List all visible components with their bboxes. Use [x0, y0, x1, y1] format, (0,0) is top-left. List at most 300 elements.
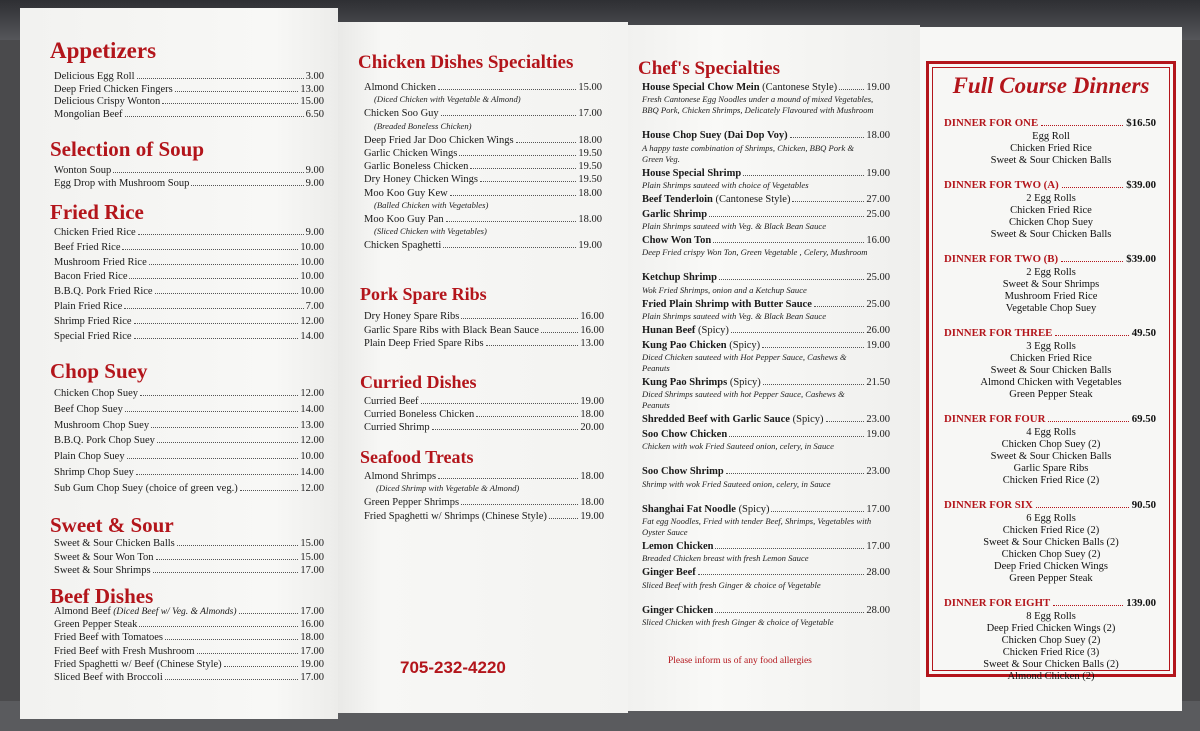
leader-dots	[762, 347, 864, 348]
item-name-text: Almond Beef	[54, 606, 111, 617]
section-heading: Chef's Specialties	[638, 58, 780, 79]
item-name	[642, 567, 696, 578]
leader-dots	[719, 279, 864, 280]
leader-dots	[157, 442, 298, 443]
dinner-item: Deep Fried Chicken Wings (2)	[986, 623, 1116, 634]
item-name	[364, 396, 419, 407]
item-price: 12.00	[300, 482, 324, 494]
menu-panel-3	[628, 25, 920, 711]
item-price: 6.50	[305, 108, 324, 120]
section-heading: Curried Dishes	[360, 372, 477, 392]
item-price: 14.00	[300, 467, 324, 478]
dinner-heading	[944, 179, 1156, 191]
section-heading: Pork Spare Ribs	[360, 284, 487, 304]
leader-dots	[156, 559, 299, 560]
item-name	[364, 311, 459, 322]
dinner-item: Deep Fried Chicken Wings	[994, 561, 1108, 572]
menu-item	[642, 414, 890, 425]
item-name-text: Delicious Egg Roll	[54, 71, 135, 82]
menu-item	[54, 84, 324, 95]
leader-dots	[177, 545, 299, 546]
menu-item	[364, 311, 604, 322]
menu-item	[642, 541, 890, 552]
section-heading: Beef Dishes	[50, 584, 154, 608]
menu-item	[54, 467, 324, 478]
item-price: 17.00	[300, 565, 324, 576]
leader-dots	[151, 427, 298, 428]
dinner-heading	[944, 413, 1156, 425]
item-name-text: Fried Spaghetti w/ Shrimps (Chinese Style)	[364, 510, 547, 522]
menu-item	[54, 435, 324, 446]
item-price: 15.00	[578, 82, 602, 93]
item-price: 19.00	[866, 167, 890, 179]
item-name-text: Deep Fried Chicken Fingers	[54, 83, 173, 95]
leader-dots	[139, 626, 298, 627]
item-name	[54, 467, 134, 478]
leader-dots	[137, 78, 304, 79]
dinner-item: Chicken Chop Suey (2)	[1001, 635, 1101, 646]
item-name	[642, 466, 724, 477]
menu-item	[642, 299, 890, 310]
menu-item	[364, 240, 602, 251]
item-name-bold: Ginger Chicken	[642, 604, 714, 616]
dinner-item: Chicken Fried Rice (3)	[1002, 647, 1100, 658]
item-name	[642, 605, 713, 616]
leader-dots	[134, 323, 299, 324]
dinner-name: DINNER FOR EIGHT	[944, 597, 1051, 609]
item-price: 18.00	[300, 632, 324, 644]
leader-dots	[129, 278, 298, 279]
menu-item	[642, 377, 890, 388]
item-name	[54, 165, 111, 176]
item-price: 18.00	[580, 497, 604, 509]
item-name	[364, 161, 468, 172]
dinner-price: 139.00	[1126, 597, 1156, 609]
item-name	[364, 409, 474, 420]
item-name	[642, 209, 707, 220]
dinner-item: Chicken Chop Suey (2)	[1001, 439, 1101, 450]
menu-item	[364, 82, 602, 93]
leader-dots	[713, 242, 864, 243]
item-style: (Spicy)	[789, 414, 824, 426]
item-name-bold: House Special Chow Mein	[642, 82, 760, 93]
dinner-item: Sweet & Sour Shrimps	[1002, 279, 1100, 290]
item-description: (Breaded Boneless Chicken)	[374, 120, 472, 131]
item-price: 12.00	[300, 435, 324, 447]
menu-item	[54, 71, 324, 82]
item-name-bold: Soo Chow Shrimp	[642, 466, 724, 478]
item-name-bold: Kung Pao Chicken	[642, 339, 727, 351]
leader-dots	[153, 572, 299, 573]
item-name	[54, 435, 155, 446]
leader-dots	[124, 308, 303, 309]
dinner-name: DINNER FOR TWO (B)	[944, 253, 1059, 265]
item-name-text: Egg Drop with Mushroom Soup	[54, 178, 190, 189]
dinner-item: Almond Chicken (2)	[1007, 671, 1095, 682]
item-name	[54, 632, 163, 643]
item-price: 12.00	[300, 315, 324, 327]
section-heading: Fried Rice	[50, 200, 144, 224]
item-name-bold: Ginger Beef	[642, 567, 696, 579]
dinner-item: Chicken Fried Rice	[1010, 353, 1092, 364]
dinner-item: 3 Egg Rolls	[1026, 341, 1076, 352]
leader-dots	[470, 168, 576, 169]
menu-item	[54, 552, 324, 563]
menu-item	[54, 632, 324, 643]
menu-item	[54, 388, 324, 399]
item-price: 25.00	[866, 272, 890, 284]
item-name	[54, 96, 160, 107]
item-style: (Spicy)	[695, 325, 729, 337]
item-name-bold: Garlic Shrimp	[642, 208, 708, 220]
item-price: 10.00	[300, 241, 324, 253]
allergy-note: Please inform us of any food allergies	[668, 656, 812, 666]
dinner-item: 6 Egg Rolls	[1026, 513, 1076, 524]
menu-item	[642, 235, 890, 246]
leader-dots	[239, 613, 299, 614]
item-description: Diced Shrimps sauteed with hot Pepper Sauce, Cashews & Peanuts	[642, 389, 845, 411]
section-heading: Sweet & Sour	[50, 513, 174, 537]
dinner-heading	[944, 597, 1156, 609]
menu-item	[364, 338, 604, 349]
item-name	[54, 84, 173, 95]
dinner-name: DINNER FOR SIX	[944, 499, 1033, 511]
item-name-text: Sub Gum Chop Suey (choice of green veg.)	[54, 482, 238, 494]
menu-panel-1	[20, 8, 338, 719]
leader-dots	[446, 221, 577, 222]
item-name	[54, 451, 125, 462]
leader-dots	[715, 612, 864, 613]
item-name-text: Sliced Beef with Broccoli	[54, 672, 163, 683]
item-name-bold: Hunan Beef	[642, 325, 696, 337]
leader-dots	[165, 639, 298, 640]
menu-item	[364, 148, 602, 159]
item-name	[54, 404, 123, 415]
leader-dots	[792, 201, 864, 202]
leader-dots	[476, 416, 578, 417]
item-price: 20.00	[580, 422, 604, 433]
leader-dots	[443, 247, 576, 248]
item-name	[54, 552, 154, 563]
menu-item	[642, 168, 890, 179]
item-description: Fresh Cantonese Egg Noodles under a mound of mixed Vegetables, BBQ Pork, Chicken Shrimps, Delicately Flavoured with Mushroom	[642, 94, 874, 116]
menu-item	[54, 271, 324, 282]
item-price: 7.00	[305, 301, 324, 312]
item-price: 19.50	[578, 161, 602, 173]
leader-dots	[731, 332, 864, 333]
item-name-text: Almond Shrimps	[364, 471, 437, 482]
item-name	[54, 565, 151, 576]
menu-item	[364, 409, 604, 420]
menu-item	[54, 316, 324, 327]
item-name	[54, 178, 189, 189]
item-name	[364, 497, 459, 508]
leader-dots	[1062, 187, 1124, 188]
item-price: 19.00	[580, 510, 604, 522]
menu-item	[364, 325, 604, 336]
menu-item	[364, 422, 604, 433]
menu-item	[54, 646, 324, 657]
leader-dots	[698, 574, 865, 575]
leader-dots	[763, 384, 865, 385]
leader-dots	[127, 458, 299, 459]
item-name-text: Curried Beef	[364, 396, 419, 407]
leader-dots	[1053, 605, 1123, 606]
menu-item	[54, 451, 324, 462]
item-description: Sliced Beef with fresh Ginger & choice of Vegetable	[642, 579, 821, 590]
item-name-text: Shrimp Fried Rice	[54, 315, 132, 327]
item-name	[54, 483, 238, 494]
leader-dots	[1036, 507, 1129, 508]
menu-item	[364, 214, 602, 225]
leader-dots	[240, 490, 299, 491]
item-name-text: Fried Spaghetti w/ Beef (Chinese Style)	[54, 658, 222, 670]
dinner-item: Chicken Fried Rice	[1010, 205, 1092, 216]
item-name-text: B.B.Q. Pork Fried Rice	[54, 286, 153, 298]
item-style: (Spicy)	[727, 377, 761, 388]
leader-dots	[134, 338, 299, 339]
menu-item	[364, 497, 604, 508]
item-name	[364, 188, 448, 199]
section-heading: Seafood Treats	[360, 447, 474, 467]
leader-dots	[461, 504, 578, 505]
menu-item	[364, 511, 604, 522]
leader-dots	[459, 155, 576, 156]
item-name	[54, 227, 136, 238]
menu-item	[364, 161, 602, 172]
menu-item	[54, 565, 324, 576]
menu-item	[54, 538, 324, 549]
item-price: 12.00	[300, 388, 324, 399]
item-name	[642, 235, 711, 246]
item-price: 14.00	[300, 403, 324, 415]
item-price: 19.00	[580, 396, 604, 407]
dinner-name: DINNER FOR FOUR	[944, 413, 1046, 425]
menu-item	[642, 194, 890, 205]
item-name	[54, 672, 163, 683]
leader-dots	[826, 421, 865, 422]
item-description: A happy taste combination of Shrimps, Chicken, BBQ Pork & Green Veg.	[642, 142, 855, 164]
leader-dots	[224, 666, 299, 667]
dinner-item: 8 Egg Rolls	[1026, 611, 1076, 622]
item-price: 3.00	[305, 71, 324, 82]
item-price: 18.00	[578, 134, 602, 146]
leader-dots	[438, 478, 578, 479]
item-price: 28.00	[866, 567, 890, 579]
item-price: 18.00	[578, 214, 602, 225]
leader-dots	[197, 653, 299, 654]
item-price: 19.00	[300, 658, 324, 670]
dinner-item: Sweet & Sour Chicken Balls	[990, 365, 1112, 376]
leader-dots	[1041, 125, 1123, 126]
item-style: (Cantonese Style)	[759, 82, 838, 93]
dinner-heading	[944, 117, 1156, 129]
item-name-bold: Soo Chow Chicken	[642, 428, 728, 440]
item-name-text: Mushroom Chop Suey	[54, 419, 150, 431]
item-price: 15.00	[300, 538, 324, 549]
item-price: 19.00	[866, 82, 890, 93]
item-description: (Diced Chicken with Vegetable & Almond)	[374, 94, 521, 105]
item-name-text: Moo Koo Guy Pan	[364, 214, 444, 225]
item-description: (Sliced Chicken with Vegetables)	[374, 226, 487, 237]
leader-dots	[125, 411, 299, 412]
item-name-text: Deep Fried Jar Doo Chicken Wings	[364, 134, 514, 146]
menu-item	[54, 606, 324, 617]
item-price: 13.00	[300, 419, 324, 431]
item-price: 23.00	[866, 466, 890, 478]
leader-dots	[421, 403, 579, 404]
item-description: Breaded Chicken breast with fresh Lemon Sauce	[642, 553, 809, 564]
menu-item	[54, 672, 324, 683]
item-name	[642, 325, 729, 336]
leader-dots	[125, 116, 304, 117]
menu-item	[54, 96, 324, 107]
item-name-text: Chicken Soo Guy	[364, 108, 439, 120]
item-price: 19.00	[866, 339, 890, 351]
menu-item	[54, 165, 324, 176]
item-price: 16.00	[580, 324, 604, 336]
item-description: Plain Shrimps sauteed with Veg. & Black Bean Sauce	[642, 221, 827, 231]
menu-panel-2	[338, 22, 628, 713]
dinner-item: Garlic Spare Ribs	[1013, 463, 1089, 474]
item-name	[364, 214, 444, 225]
item-name-bold: House Chop Suey (Dai Dop Voy)	[642, 130, 788, 142]
dinner-item: Chicken Fried Rice (2)	[1002, 475, 1100, 486]
item-name	[642, 272, 717, 283]
section-heading: Appetizers	[50, 38, 157, 63]
item-name-text: Chicken Chop Suey	[54, 388, 138, 399]
leader-dots	[715, 548, 864, 549]
item-name	[364, 148, 457, 159]
menu-item	[642, 567, 890, 578]
item-price: 25.00	[866, 208, 890, 220]
leader-dots	[1048, 421, 1128, 422]
item-name-text: Curried Shrimp	[364, 422, 430, 433]
item-name-text: Sweet & Sour Won Ton	[54, 551, 154, 563]
leader-dots	[149, 264, 299, 265]
item-name-text: Fried Beef with Tomatoes	[54, 632, 164, 644]
dinner-item: Sweet & Sour Chicken Balls (2)	[983, 659, 1119, 670]
item-price: 23.00	[866, 414, 890, 426]
item-description: Shrimp with wok Fried Sauteed onion, celery, in Sauce	[642, 478, 831, 489]
item-price: 26.00	[866, 325, 890, 337]
item-name-bold: Kung Pao Shrimps	[642, 377, 728, 388]
dinner-item: Green Pepper Steak	[1009, 389, 1093, 400]
menu-item	[642, 272, 890, 283]
menu-item	[54, 109, 324, 120]
item-name	[54, 271, 127, 282]
dinner-item: Sweet & Sour Chicken Balls	[990, 155, 1112, 166]
leader-dots	[486, 345, 579, 346]
item-name-text: Chicken Fried Rice	[54, 227, 136, 238]
item-description: Diced Chicken sauteed with Hot Pepper Sauce, Cashews & Peanuts	[642, 352, 847, 373]
item-name	[642, 541, 713, 552]
item-price: 25.00	[866, 298, 890, 310]
leader-dots	[175, 91, 299, 92]
item-name-text: Green Pepper Shrimps	[364, 497, 460, 509]
item-name	[364, 174, 478, 185]
item-name-text: Green Pepper Steak	[54, 619, 138, 631]
item-name	[364, 108, 439, 119]
item-name-bold: Chow Won Ton	[642, 235, 712, 246]
item-price: 14.00	[300, 330, 324, 342]
menu-item	[54, 331, 324, 342]
item-name	[642, 340, 760, 351]
dinner-item: Vegetable Chop Suey	[1005, 303, 1097, 314]
item-price: 18.00	[578, 187, 602, 199]
item-name	[364, 422, 430, 433]
dinner-price: $39.00	[1126, 253, 1156, 265]
item-name	[364, 82, 436, 93]
item-name	[54, 286, 153, 297]
dinner-item: 2 Egg Rolls	[1026, 267, 1076, 278]
menu-item	[364, 188, 602, 199]
leader-dots	[1055, 335, 1128, 336]
menu-item	[54, 286, 324, 297]
menu-panel-full-course	[920, 27, 1182, 711]
menu-item	[642, 504, 890, 515]
item-price: 18.00	[580, 471, 604, 482]
item-name	[364, 511, 547, 522]
dinner-item: Chicken Chop Suey	[1009, 217, 1093, 228]
item-name-bold: Fried Plain Shrimp with Butter Sauce	[642, 298, 812, 310]
item-name	[642, 377, 761, 388]
leader-dots	[480, 181, 576, 182]
item-price: 13.00	[580, 338, 604, 349]
item-price: 10.00	[300, 271, 324, 283]
item-name	[642, 130, 788, 141]
item-price: 13.00	[300, 83, 324, 95]
item-name	[364, 135, 514, 146]
item-price: 21.50	[866, 377, 890, 388]
leader-dots	[541, 332, 578, 333]
leader-dots	[839, 89, 864, 90]
menu-item	[54, 227, 324, 238]
dinner-price: 49.50	[1131, 327, 1156, 339]
item-name-text: Dry Honey Chicken Wings	[364, 174, 478, 186]
item-name-text: Garlic Spare Ribs with Black Bean Sauce	[364, 324, 539, 336]
item-name	[54, 538, 175, 549]
item-name-text: Curried Boneless Chicken	[364, 409, 475, 420]
item-name-text: Fried Beef with Fresh Mushroom	[54, 645, 195, 657]
item-price: 10.00	[300, 451, 324, 463]
item-price: 17.00	[300, 606, 324, 617]
item-name-bold: Ketchup Shrimp	[642, 272, 717, 284]
menu-item	[642, 130, 890, 141]
item-name-text: Garlic Boneless Chicken	[364, 161, 469, 173]
item-price: 19.00	[578, 240, 602, 252]
leader-dots	[136, 474, 298, 475]
item-description: Deep Fried crispy Won Ton, Green Vegetable , Celery, Mushroom	[642, 247, 868, 258]
menu-item	[642, 429, 890, 440]
item-name	[54, 388, 138, 399]
leader-dots	[790, 137, 865, 138]
item-description: (Diced Shrimp with Vegetable & Almond)	[376, 483, 520, 494]
item-name-text: Plain Chop Suey	[54, 451, 125, 463]
item-name	[364, 338, 484, 349]
leader-dots	[726, 473, 865, 474]
leader-dots	[729, 436, 864, 437]
menu-item	[642, 466, 890, 477]
item-name-text: Special Fried Rice	[54, 330, 132, 342]
dinner-price: 69.50	[1131, 413, 1156, 425]
dinner-name: DINNER FOR THREE	[944, 327, 1053, 339]
menu-item	[54, 178, 324, 189]
leader-dots	[441, 115, 577, 116]
dinner-item: Chicken Chop Suey (2)	[1001, 549, 1101, 560]
item-price: 19.00	[866, 428, 890, 440]
item-name-text: Sweet & Sour Shrimps	[54, 565, 151, 576]
